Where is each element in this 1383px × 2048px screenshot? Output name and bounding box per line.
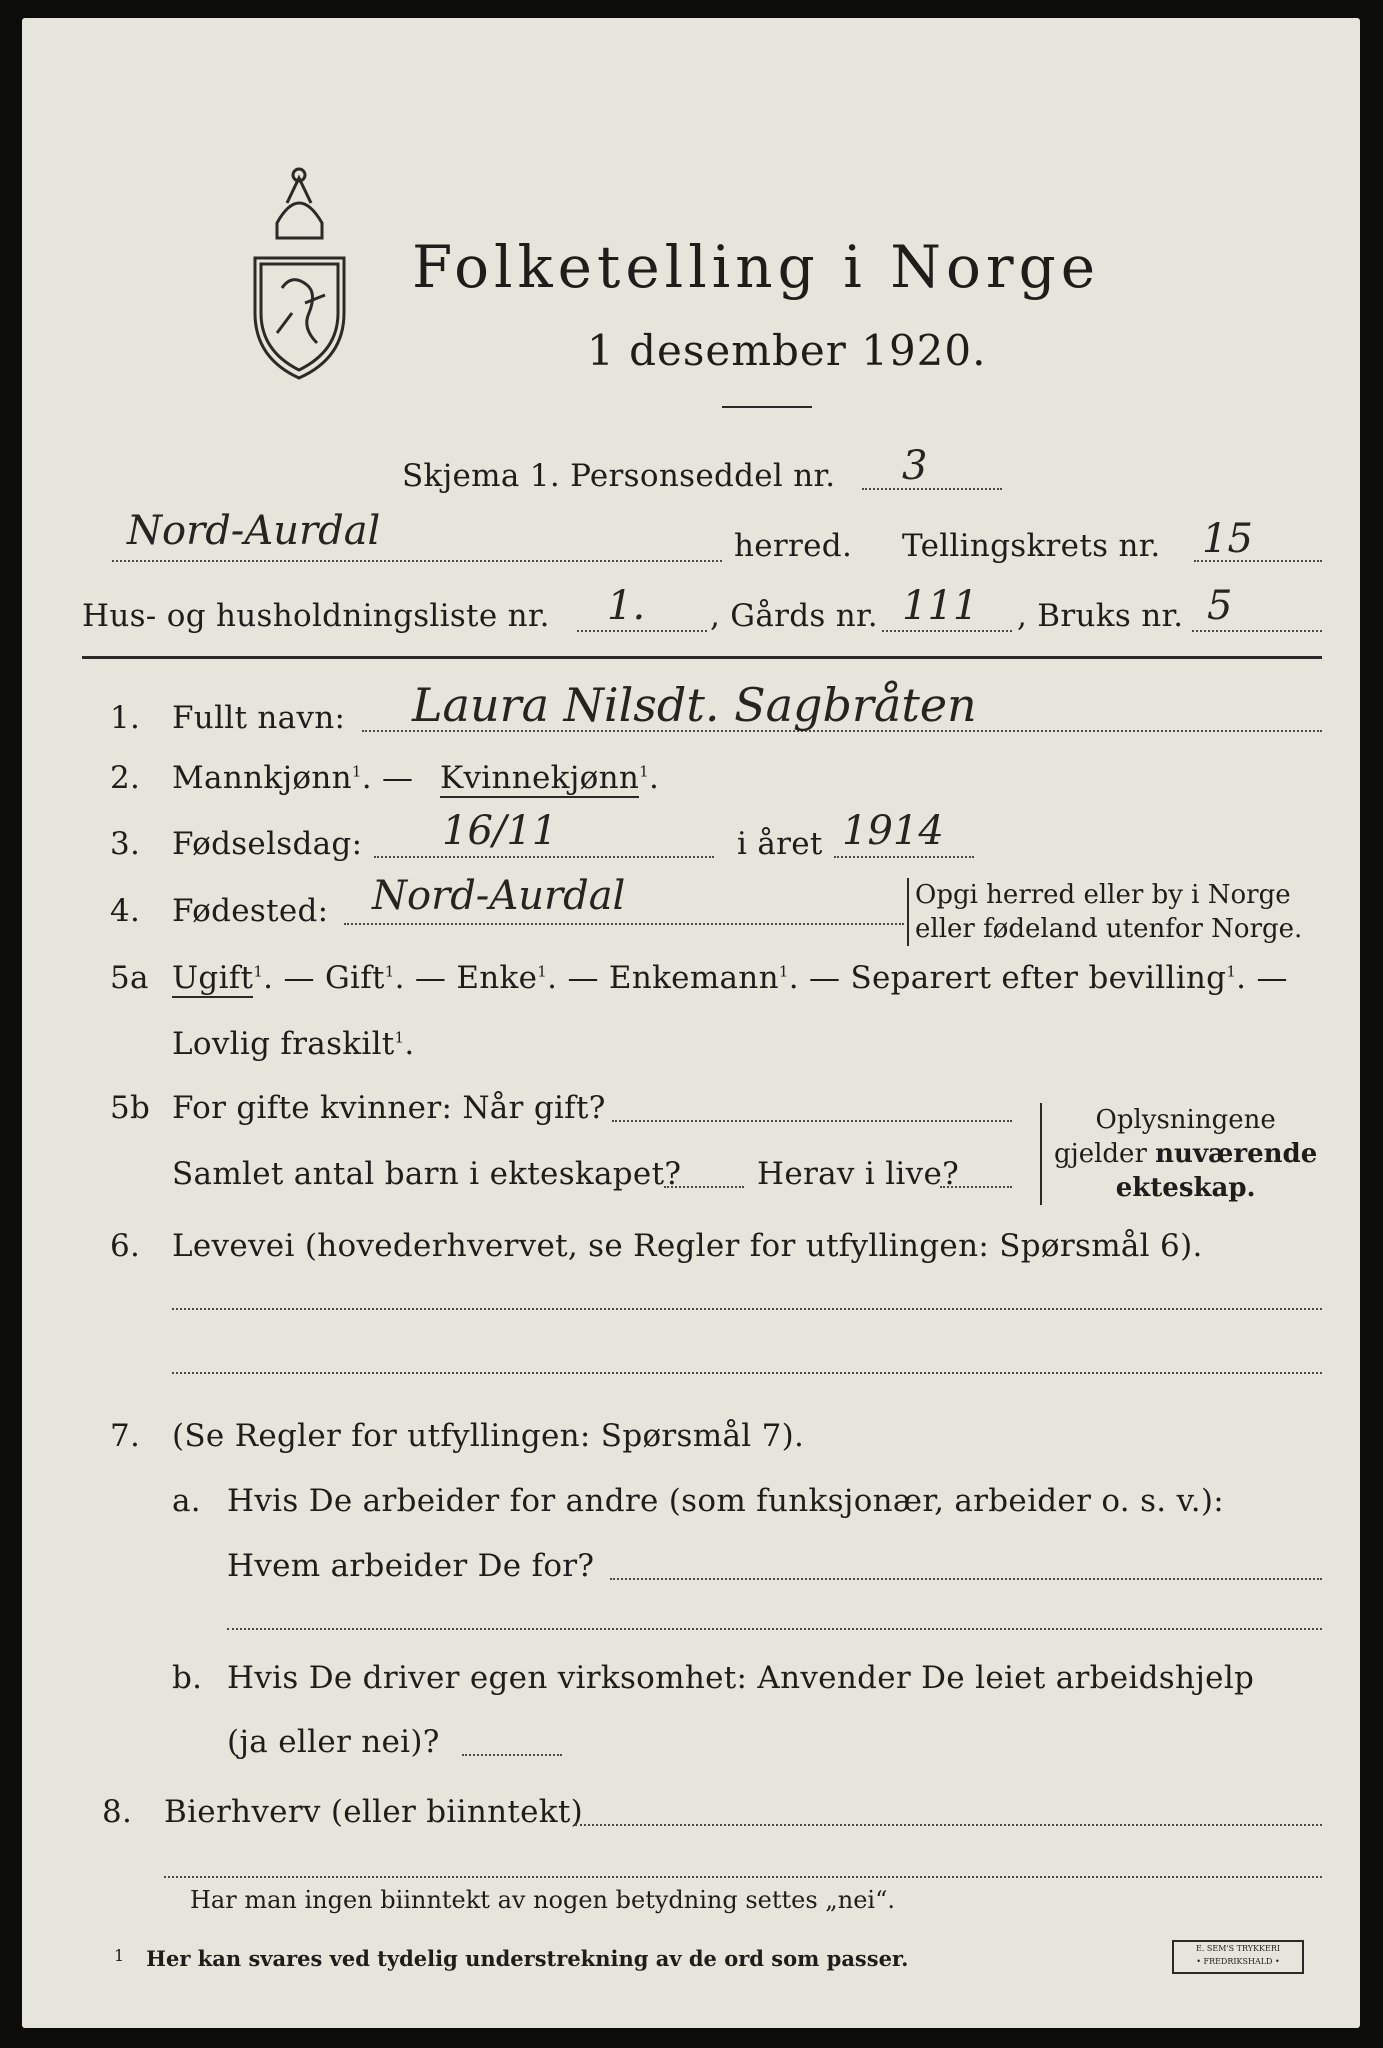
birthplace-line bbox=[344, 923, 904, 925]
birthdate-value[interactable]: 16/11 bbox=[442, 808, 558, 854]
holding-number-value[interactable]: 5 bbox=[1207, 583, 1233, 629]
birthdate-line bbox=[374, 856, 714, 858]
q2-female-option[interactable]: Kvinnekjønn$^1$. bbox=[440, 760, 660, 796]
farm-number-value[interactable]: 111 bbox=[902, 583, 979, 629]
census-form-page bbox=[22, 18, 1360, 2028]
q7b-letter: b. bbox=[172, 1660, 203, 1696]
farm-number-label: , Gårds nr. bbox=[710, 598, 878, 634]
q5b-alive-label: Herav i live? bbox=[757, 1156, 960, 1192]
farm-number-line bbox=[882, 630, 1012, 632]
household-list-value[interactable]: 1. bbox=[607, 583, 646, 629]
q5b-note: Oplysningene gjelder nuværende ekteskap. bbox=[1040, 1103, 1317, 1205]
full-name-value[interactable]: Laura Nilsdt. Sagbråten bbox=[412, 678, 977, 732]
marital-status-options[interactable]: Ugift$^1$. — Gift$^1$. — Enke$^1$. — Enkemann$^1$. — Separert efter bevilling$^1$. — bbox=[172, 960, 1288, 996]
q3-label: Fødselsdag: bbox=[172, 826, 363, 862]
municipality-value[interactable]: Nord-Aurdal bbox=[127, 508, 381, 554]
household-list-label: Hus- og husholdningsliste nr. bbox=[82, 598, 550, 634]
q4-number: 4. bbox=[110, 893, 141, 929]
q8-label: Bierhverv (eller biinntekt) bbox=[164, 1794, 584, 1830]
q5b-married-label: For gifte kvinner: Når gift? bbox=[172, 1090, 606, 1126]
q7b-question: (ja eller nei)? bbox=[227, 1724, 440, 1760]
q8-note: Har man ingen biinntekt av nogen betydning settes „nei“. bbox=[190, 1886, 895, 1914]
marital-status-divorced[interactable]: Lovlig fraskilt$^1$. bbox=[172, 1026, 415, 1062]
q1-label: Fullt navn: bbox=[172, 700, 346, 736]
q7a-question: Hvem arbeider De for? bbox=[227, 1548, 595, 1584]
birth-year-line bbox=[834, 856, 974, 858]
q7a-text: Hvis De arbeider for andre (som funksjonær, arbeider o. s. v.): bbox=[227, 1483, 1225, 1519]
household-list-line bbox=[577, 630, 707, 632]
form-title: Folketelling i Norge bbox=[412, 233, 1101, 301]
q7-number: 7. bbox=[110, 1418, 141, 1454]
coat-of-arms-icon bbox=[247, 163, 352, 383]
q2-male-option[interactable]: Mannkjønn$^1$. — bbox=[172, 760, 414, 796]
municipality-label: herred. bbox=[734, 528, 853, 564]
q7b-text: Hvis De driver egen virksomhet: Anvender De leiet arbeidshjelp bbox=[227, 1660, 1255, 1696]
person-number-value[interactable]: 3 bbox=[902, 443, 928, 489]
q2-number: 2. bbox=[110, 760, 141, 796]
census-district-value[interactable]: 15 bbox=[1202, 516, 1253, 562]
census-date: 1 desember 1920. bbox=[587, 326, 987, 375]
printer-stamp: E. SEM'S TRYKKERI • FREDRIKSHALD • bbox=[1172, 1940, 1304, 1974]
occupation-line-1[interactable] bbox=[172, 1308, 1322, 1310]
q5b-children-label: Samlet antal barn i ekteskapet? bbox=[172, 1156, 682, 1192]
q8-line-1[interactable] bbox=[575, 1824, 1322, 1826]
municipality-line bbox=[112, 560, 722, 562]
q7b-line[interactable] bbox=[462, 1754, 562, 1756]
person-number-line bbox=[862, 488, 1002, 490]
q7-label: (Se Regler for utfyllingen: Spørsmål 7). bbox=[172, 1418, 805, 1454]
birth-year-value[interactable]: 1914 bbox=[842, 808, 944, 854]
q1-number: 1. bbox=[110, 700, 141, 736]
q5b-children-line bbox=[664, 1186, 744, 1188]
q7a-line-1[interactable] bbox=[610, 1578, 1322, 1580]
birthplace-note: Opgi herred eller by i Norge eller fødeland utenfor Norge. bbox=[907, 878, 1302, 946]
q5b-married-line bbox=[612, 1120, 1012, 1122]
holding-number-line bbox=[1192, 630, 1322, 632]
q7a-letter: a. bbox=[172, 1483, 201, 1519]
q3-number: 3. bbox=[110, 826, 141, 862]
q5b-alive-line bbox=[940, 1186, 1012, 1188]
q5b-number: 5b bbox=[110, 1090, 151, 1126]
footnote: $^1$ Her kan svares ved tydelig understrekning av de ord som passer. bbox=[114, 1946, 909, 1971]
q7a-line-2[interactable] bbox=[227, 1628, 1322, 1630]
header-rule bbox=[82, 656, 1322, 659]
year-label: i året bbox=[737, 826, 823, 862]
schema-label: Skjema 1. Personseddel nr. bbox=[402, 458, 836, 494]
q8-number: 8. bbox=[102, 1794, 133, 1830]
holding-number-label: , Bruks nr. bbox=[1017, 598, 1184, 634]
q4-label: Fødested: bbox=[172, 893, 329, 929]
occupation-line-2[interactable] bbox=[172, 1372, 1322, 1374]
q5a-number: 5a bbox=[110, 960, 149, 996]
q6-label: Levevei (hovederhvervet, se Regler for utfyllingen: Spørsmål 6). bbox=[172, 1228, 1203, 1264]
q6-number: 6. bbox=[110, 1228, 141, 1264]
q8-line-2[interactable] bbox=[164, 1876, 1322, 1878]
census-district-label: Tellingskrets nr. bbox=[902, 528, 1161, 564]
birthplace-value[interactable]: Nord-Aurdal bbox=[372, 873, 626, 919]
title-divider bbox=[722, 406, 812, 408]
